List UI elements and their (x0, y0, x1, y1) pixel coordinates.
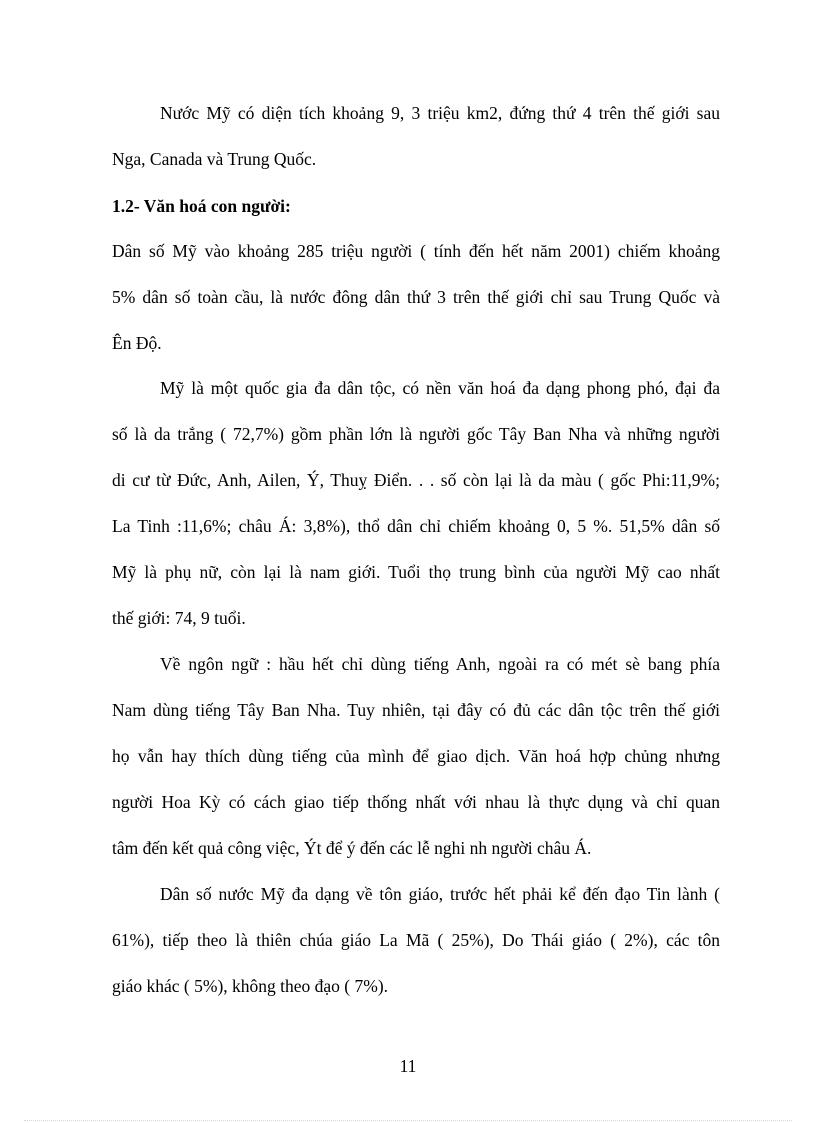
page-bottom-divider (24, 1120, 792, 1121)
paragraph-language-line-4: người Hoa Kỳ có cách giao tiếp thống nhất với nhau là thực dụng và chỉ quan (112, 792, 720, 812)
paragraph-population-line-2: 5% dân số toàn cầu, là nước đông dân thứ 3 trên thế giới chỉ sau Trung Quốc và (112, 287, 720, 307)
section-heading: 1.2- Văn hoá con người: (112, 196, 291, 216)
paragraph-religion-line-1: Dân số nước Mỹ đa dạng về tôn giáo, trước hết phải kể đến đạo Tin lành ( (160, 884, 720, 904)
paragraph-population-line-3: Ên Độ. (112, 333, 162, 353)
paragraph-religion-line-2: 61%), tiếp theo là thiên chúa giáo La Mã ( 25%), Do Thái giáo ( 2%), các tôn (112, 930, 720, 950)
paragraph-intro-line-1: Nước Mỹ có diện tích khoảng 9, 3 triệu km2, đứng thứ 4 trên thế giới sau (160, 103, 720, 123)
paragraph-ethnicity-line-4: La Tinh :11,6%; châu Á: 3,8%), thổ dân chỉ chiếm khoảng 0, 5 %. 51,5% dân số (112, 516, 720, 536)
paragraph-intro-line-2: Nga, Canada và Trung Quốc. (112, 149, 317, 169)
paragraph-language-line-1: Về ngôn ngữ : hầu hết chỉ dùng tiếng Anh, ngoài ra có mét sè bang phía (160, 654, 720, 674)
paragraph-ethnicity-line-5: Mỹ là phụ nữ, còn lại là nam giới. Tuổi thọ trung bình của người Mỹ cao nhất (112, 562, 720, 582)
paragraph-ethnicity-line-1: Mỹ là một quốc gia đa dân tộc, có nền văn hoá đa dạng phong phó, đại đa (160, 378, 720, 398)
paragraph-language-line-3: họ vẫn hay thích dùng tiếng của mình để giao dịch. Văn hoá hợp chủng nhưng (112, 746, 720, 766)
paragraph-ethnicity-line-3: di cư từ Đức, Anh, Ailen, Ý, Thuỵ Điển. . . số còn lại là da màu ( gốc Phi:11,9%; (112, 470, 720, 490)
paragraph-ethnicity-line-2: số là da trắng ( 72,7%) gồm phần lớn là người gốc Tây Ban Nha và những người (112, 424, 720, 444)
paragraph-population-line-1: Dân số Mỹ vào khoảng 285 triệu người ( tính đến hết năm 2001) chiếm khoảng (112, 241, 720, 261)
paragraph-language-line-2: Nam dùng tiếng Tây Ban Nha. Tuy nhiên, tại đây có đủ các dân tộc trên thế giới (112, 700, 720, 720)
paragraph-language-line-5: tâm đến kết quả công việc, Ýt để ý đến các lễ nghi nh người châu Á. (112, 838, 592, 858)
paragraph-ethnicity-line-6: thế giới: 74, 9 tuổi. (112, 608, 246, 628)
paragraph-religion-line-3: giáo khác ( 5%), không theo đạo ( 7%). (112, 976, 389, 996)
page-number: 11 (399, 1056, 417, 1076)
